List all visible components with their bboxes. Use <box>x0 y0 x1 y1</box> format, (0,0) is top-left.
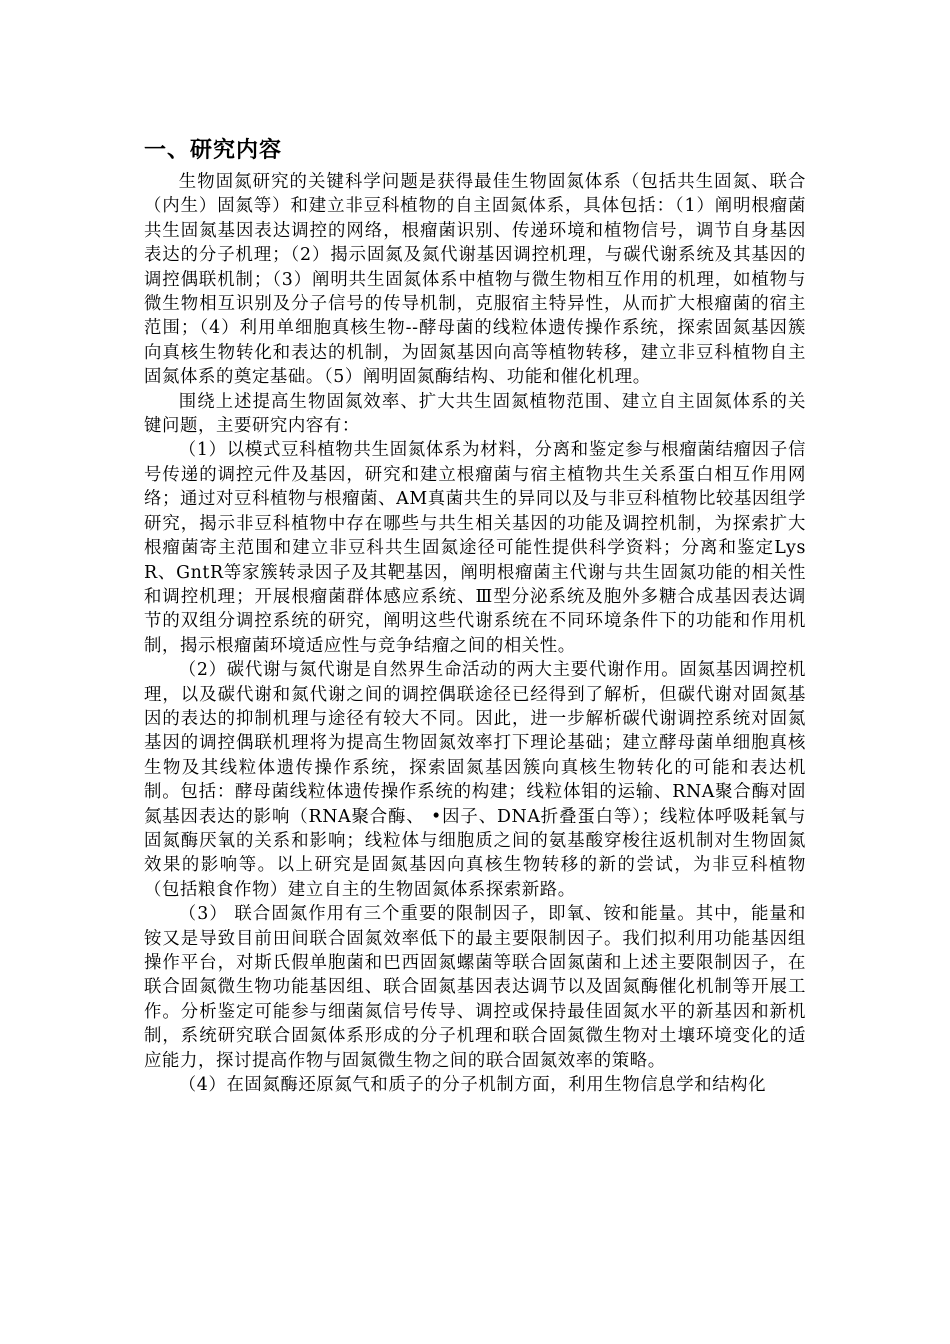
section-heading: 一、研究内容 <box>144 138 283 163</box>
paragraph-item-1: （1）以模式豆科植物共生固氮体系为材料，分离和鉴定参与根瘤菌结瘤因子信号传递的调控元件及基因，研究和建立根瘤菌与宿主植物共生关系蛋白相互作用网络；通过对豆科植物与根瘤菌、AM真菌共生的异同以及与非豆科植物比较基因组学研究，揭示非豆科植物中存在哪些与共生相关基因的功能及调控机制，为探索扩大根瘤菌寄主范围和建立非豆科共生固氮途径可能性提供科学资料；分离和鉴定LysR、GntR等家簇转录因子及其靶基因，阐明根瘤菌主代谢与共生固氮功能的相关性和调控机理；开展根瘤菌群体感应系统、Ⅲ型分泌系统及胞外多糖合成基因表达调节的双组分调控系统的研究，阐明这些代谢系统在不同环境条件下的功能和作用机制，揭示根瘤菌环境适应性与竞争结瘤之间的相关性。 <box>144 440 806 656</box>
paragraph-item-4: （4）在固氮酶还原氮气和质子的分子机制方面，利用生物信息学和结构化 <box>178 1075 767 1096</box>
paragraph-intro: 生物固氮研究的关键科学问题是获得最佳生物固氮体系（包括共生固氮、联合（内生）固氮等）和建立非豆科植物的自主固氮体系，具体包括：（1）阐明根瘤菌共生固氮基因表达调控的网络，根瘤菌识别、传递环境和植物信号，调节自身基因表达的分子机理；（2）揭示固氮及氮代谢基因调控机理，与碳代谢系统及其基因的调控偶联机制；（3）阐明共生固氮体系中植物与微生物相互作用的机理，如植物与微生物相互识别及分子信号的传导机制，克服宿主特异性，从而扩大根瘤菌的宿主范围；（4）利用单细胞真核生物--酵母菌的线粒体遗传操作系统，探索固氮基因簇向真核生物转化和表达的机制，为固氮基因向高等植物转移，建立非豆科植物自主固氮体系的奠定基础。（5）阐明固氮酶结构、功能和催化机理。 <box>144 172 806 388</box>
page-content <box>144 136 806 1097</box>
paragraph-summary: 围绕上述提高生物固氮效率、扩大共生固氮植物范围、建立自主固氮体系的关键问题，主要研究内容有： <box>144 391 806 437</box>
paragraph-item-3: （3） 联合固氮作用有三个重要的限制因子，即氧、铵和能量。其中，能量和铵又是导致目前田间联合固氮效率低下的最主要限制因子。我们拟利用功能基因组操作平台，对斯氏假单胞菌和巴西固氮螺菌等联合固氮菌和上述主要限制因子，在联合固氮微生物功能基因组、联合固氮基因表达调节以及固氮酶催化机制等开展工作。分析鉴定可能参与细菌氮信号传导、调控或保持最佳固氮水平的新基因和新机制，系统研究联合固氮体系形成的分子机理和联合固氮微生物对土壤环境变化的适应能力，探讨提高作物与固氮微生物之间的联合固氮效率的策略。 <box>144 904 806 1071</box>
paragraph-item-2: （2）碳代谢与氮代谢是自然界生命活动的两大主要代谢作用。固氮基因调控机理，以及碳代谢和氮代谢之间的调控偶联途径已经得到了解析，但碳代谢对固氮基因的表达的抑制机理与途径有较大不同。因此，进一步解析碳代谢调控系统对固氮基因的调控偶联机理将为提高生物固氮效率打下理论基础；建立酵母菌单细胞真核生物及其线粒体遗传操作系统，探索固氮基因簇向真核生物转化的可能和表达机制。包括：酵母菌线粒体遗传操作系统的构建；线粒体钼的运输、RNA聚合酶对固氮基因表达的影响（RNA聚合酶、 •因子、DNA折叠蛋白等）；线粒体呼吸耗氧与固氮酶厌氧的关系和影响；线粒体与细胞质之间的氨基酸穿梭往返机制对生物固氮效果的影响等。以上研究是固氮基因向真核生物转移的新的尝试，为非豆科植物（包括粮食作物）建立自主的生物固氮体系探索新路。 <box>144 660 806 900</box>
